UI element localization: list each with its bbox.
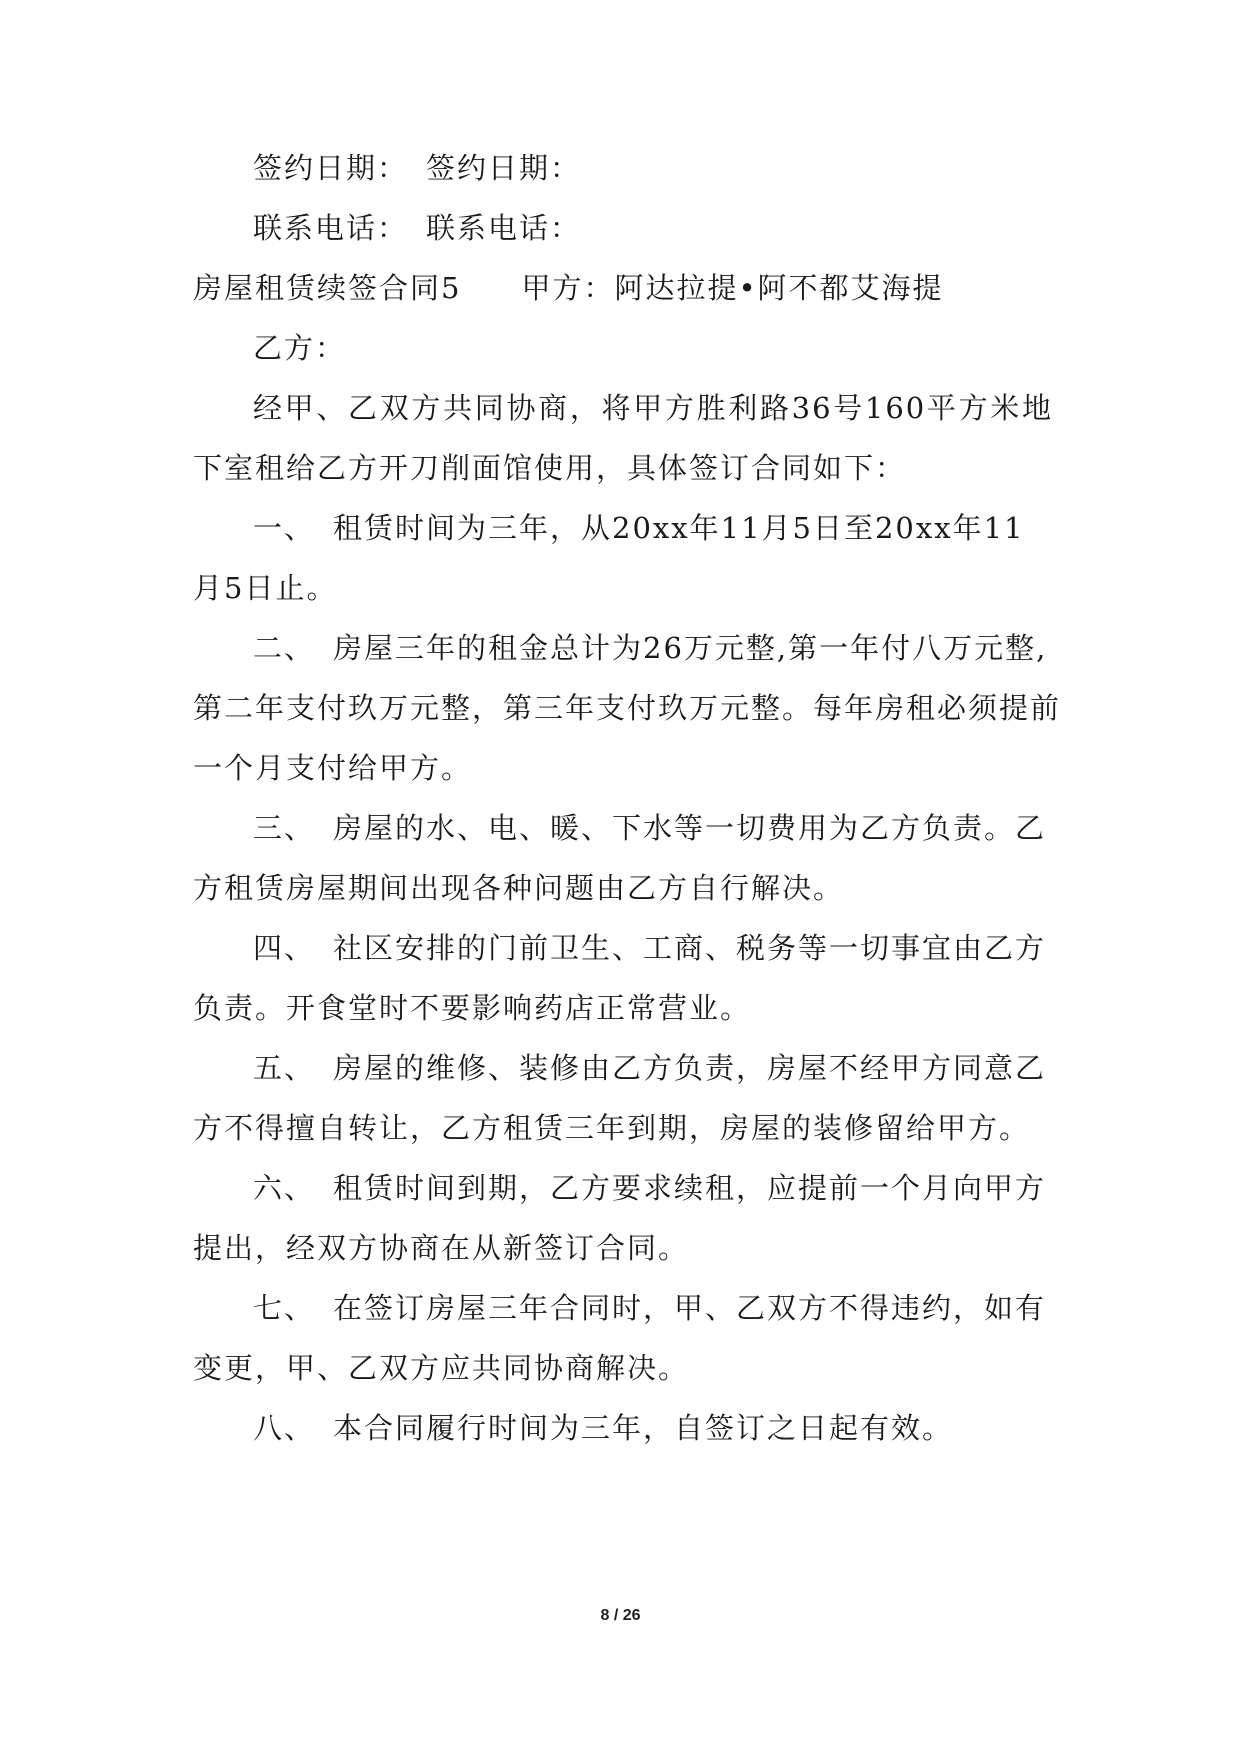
clause-2-text: 房屋三年的租金总计为26万元整,第一年付八万元整, xyxy=(333,631,1048,665)
clause-6-text: 租赁时间到期，乙方要求续租，应提前一个月向甲方 xyxy=(333,1171,1047,1205)
clause-3-number: 三、 xyxy=(253,811,316,845)
clause-4-line-2: 负责。开食堂时不要影响药店正常营业。 xyxy=(193,991,752,1025)
clause-7-text: 在签订房屋三年合同时，甲、乙双方不得违约，如有 xyxy=(333,1291,1047,1325)
clause-1-line-1 xyxy=(253,508,1113,548)
clause-4-text: 社区安排的门前卫生、工商、税务等一切事宜由乙方 xyxy=(333,931,1047,965)
clause-8-number: 八、 xyxy=(253,1411,316,1445)
signature-date-b: 签约日期： xyxy=(426,151,582,185)
contract-title: 房屋租赁续签合同5 xyxy=(193,271,462,305)
clause-5-line-2: 方不得擅自转让，乙方租赁三年到期，房屋的装修留给甲方。 xyxy=(193,1111,1031,1145)
clause-5-text: 房屋的维修、装修由乙方负责，房屋不经甲方同意乙 xyxy=(333,1051,1047,1085)
clause-8-line-1 xyxy=(253,1408,1113,1448)
clause-3-text: 房屋的水、电、暖、下水等一切费用为乙方负责。乙 xyxy=(333,811,1047,845)
clause-4-line-1 xyxy=(253,928,1113,968)
clause-6-number: 六、 xyxy=(253,1171,316,1205)
clause-4-number: 四、 xyxy=(253,931,316,965)
clause-7-line-1 xyxy=(253,1288,1113,1328)
clause-6-line-2: 提出，经双方协商在从新签订合同。 xyxy=(193,1231,690,1265)
clause-3-line-1 xyxy=(253,808,1113,848)
signature-phone-a: 联系电话： xyxy=(253,211,409,245)
clause-2-line-2: 第二年支付玖万元整，第三年支付玖万元整。每年房租必须提前 xyxy=(193,691,1062,725)
clause-3-line-2: 方租赁房屋期间出现各种问题由乙方自行解决。 xyxy=(193,871,845,905)
clause-1-number: 一、 xyxy=(253,511,316,545)
signature-phone-row xyxy=(253,208,1113,248)
clause-2-number: 二、 xyxy=(253,631,316,665)
clause-2-line-3: 一个月支付给甲方。 xyxy=(193,751,473,785)
clause-5-line-1 xyxy=(253,1048,1113,1088)
party-b: 乙方： xyxy=(253,331,347,365)
clause-7-number: 七、 xyxy=(253,1291,316,1325)
party-a: 甲方：阿达拉提•阿不都艾海提 xyxy=(521,271,944,305)
signature-phone-b: 联系电话： xyxy=(426,211,582,245)
clause-1-line-2: 月5日止。 xyxy=(193,571,338,605)
clause-2-line-1 xyxy=(253,628,1113,668)
clause-5-number: 五、 xyxy=(253,1051,316,1085)
intro-line-2: 下室租给乙方开刀削面馆使用，具体签订合同如下： xyxy=(193,451,907,485)
clause-8-text: 本合同履行时间为三年，自签订之日起有效。 xyxy=(333,1411,954,1445)
page-indicator: 8 / 26 xyxy=(600,1607,641,1624)
signature-date-a: 签约日期： xyxy=(253,151,409,185)
clause-7-line-2: 变更，甲、乙双方应共同协商解决。 xyxy=(193,1351,690,1385)
clause-1-text: 租赁时间为三年，从20xx年11月5日至20xx年11 xyxy=(333,511,1025,545)
intro-line-1: 经甲、乙双方共同协商，将甲方胜利路36号160平方米地 xyxy=(253,391,1053,425)
signature-date-row xyxy=(253,148,1113,188)
clause-6-line-1 xyxy=(253,1168,1113,1208)
contract-heading-row xyxy=(193,268,1053,308)
